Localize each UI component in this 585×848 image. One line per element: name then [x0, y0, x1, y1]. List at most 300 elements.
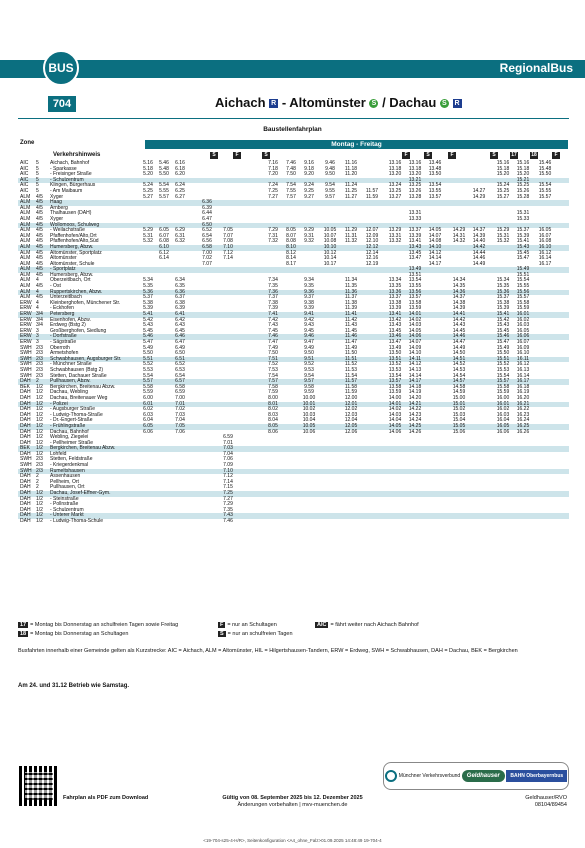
departure-time: 9.58: [304, 383, 314, 390]
zone-abbreviation: DAH: [20, 422, 31, 429]
departure-time: 11.31: [344, 232, 358, 239]
departure-time: 14.57: [452, 378, 466, 385]
departure-time: 14.12: [408, 361, 422, 368]
departure-time: 14.42: [452, 316, 466, 323]
departure-time: 9.50: [304, 350, 314, 357]
departure-time: 5.46: [143, 333, 153, 340]
departure-time: 6.59: [175, 389, 185, 396]
zone-number: 5: [36, 176, 39, 183]
departure-time: 16.22: [516, 406, 530, 413]
departure-time: 13.51: [408, 271, 422, 278]
departure-time: 15.34: [496, 277, 510, 284]
departure-time: 6.54: [202, 232, 212, 239]
departure-time: 7.58: [268, 383, 278, 390]
departure-time: 6.52: [202, 227, 212, 234]
departure-time: 15.54: [496, 372, 510, 379]
stop-name: Eisenhofen, Abzw.: [50, 316, 91, 323]
validity-info: [0, 795, 585, 809]
zone-number: 2/3: [36, 366, 43, 373]
departure-time: 14.27: [472, 187, 486, 194]
zone-number: 4/5: [36, 255, 43, 262]
regional-train-icon: R: [454, 100, 460, 108]
column-marker: S: [210, 152, 218, 159]
footnote-18: 18 = Montag bis Donnerstag an Schultagen: [20, 631, 129, 637]
stop-name: - Augsburger Straße: [50, 406, 96, 413]
departure-time: 10.05: [302, 422, 316, 429]
departure-time: 14.32: [452, 238, 466, 245]
zone-abbreviation: DAH: [20, 428, 31, 435]
departure-time: 14.17: [428, 260, 442, 267]
departure-time: 5.52: [143, 361, 153, 368]
technical-footer: <19-704-s25-4-H/R>, Seitenkonfiguration <A4_ohne_Falz>01.09.2025 14:48:49 19-704-4: [203, 838, 382, 843]
zone-abbreviation: DAH: [20, 394, 31, 401]
zone-abbreviation: AIC: [20, 187, 29, 194]
zone-number: 2/3: [36, 361, 43, 368]
departure-time: 6.08: [159, 238, 169, 245]
departure-time: 12.12: [365, 243, 379, 250]
bahn-logo: BAHN Oberbayernbus: [506, 770, 567, 782]
departure-time: 13.49: [388, 344, 402, 351]
zone-abbreviation: ERW: [20, 305, 32, 312]
mvv-logo: Münchner Verkehrsverbund: [385, 770, 460, 782]
departure-time: 7.06: [223, 456, 233, 463]
departure-time: 7.43: [223, 512, 233, 519]
departure-time: 12.00: [344, 394, 358, 401]
stop-name: - Steinstraße: [50, 495, 79, 502]
departure-time: 14.51: [452, 355, 466, 362]
stop-name: Oberroth: [50, 344, 70, 351]
departure-time: 8.06: [268, 428, 278, 435]
zone-number: 1/2: [36, 445, 43, 452]
departure-time: 15.38: [496, 299, 510, 306]
departure-time: 14.34: [452, 277, 466, 284]
stop-name: Thalhausen (DAH): [50, 210, 92, 217]
zone-number: 1/2: [36, 490, 43, 497]
zone-abbreviation: ALM: [20, 232, 31, 239]
stop-name: Petersberg: [50, 311, 75, 318]
departure-time: 10.02: [302, 406, 316, 413]
departure-time: 15.51: [496, 355, 510, 362]
departure-time: 13.31: [388, 232, 402, 239]
route-destination: / Dachau: [382, 95, 440, 110]
departure-time: 13.50: [388, 350, 402, 357]
departure-time: 14.44: [472, 249, 486, 256]
departure-time: 5.55: [159, 187, 169, 194]
departure-time: 6.16: [175, 160, 185, 166]
zone-abbreviation: ALM: [20, 204, 31, 211]
departure-time: 13.45: [408, 249, 422, 256]
operator-phone: 08104/89454: [534, 802, 567, 808]
departure-time: 13.41: [388, 311, 402, 318]
departure-time: 9.43: [304, 322, 314, 329]
departure-time: 14.01: [408, 311, 422, 318]
departure-time: 7.52: [268, 361, 278, 368]
departure-time: 8.03: [268, 411, 278, 418]
stop-name: - Dorfstraße: [50, 333, 77, 340]
departure-time: 8.05: [268, 422, 278, 429]
departure-time: 16.07: [538, 232, 552, 239]
partner-logos: [383, 762, 569, 790]
departure-time: 9.49: [304, 344, 314, 351]
departure-time: 16.08: [538, 238, 552, 245]
departure-time: 10.07: [323, 232, 337, 239]
departure-time: 14.22: [408, 406, 422, 413]
departure-time: 6.57: [175, 378, 185, 385]
zone-number: 1/2: [36, 400, 43, 407]
departure-time: 14.45: [452, 327, 466, 334]
operator-name: Geldhauser/RVO: [525, 795, 567, 801]
stop-name: Arnberg: [50, 204, 68, 211]
departure-time: 15.03: [452, 411, 466, 418]
departure-time: 8.05: [286, 227, 296, 234]
departure-time: 6.06: [143, 428, 153, 435]
departure-time: 11.47: [344, 339, 358, 345]
zone-number: 4/5: [36, 294, 43, 301]
departure-time: 7.57: [286, 193, 296, 200]
stop-name: Ruppertskirchen, Abzw.: [50, 288, 103, 295]
departure-time: 9.42: [304, 316, 314, 323]
departure-time: 15.37: [516, 227, 530, 234]
departure-time: 8.14: [286, 255, 296, 262]
departure-time: 14.26: [408, 428, 422, 435]
zone-abbreviation: DAH: [20, 473, 31, 480]
zone-abbreviation: ALM: [20, 255, 31, 262]
departure-time: 14.11: [408, 355, 422, 362]
stop-name: Pullhausen, Abzw.: [50, 378, 91, 385]
departure-time: 7.41: [268, 311, 278, 318]
departure-time: 9.24: [304, 182, 314, 189]
departure-time: 7.29: [223, 501, 233, 508]
departure-time: 16.09: [516, 344, 530, 351]
departure-time: 13.54: [408, 277, 422, 284]
departure-time: 14.14: [428, 255, 442, 262]
departure-time: 16.01: [516, 311, 530, 318]
departure-time: 14.10: [408, 350, 422, 357]
departure-time: 7.09: [223, 462, 233, 469]
departure-time: 14.43: [452, 322, 466, 329]
departure-time: 6.47: [202, 215, 212, 222]
departure-time: 14.05: [428, 227, 442, 234]
zone-abbreviation: DAH: [20, 389, 31, 396]
departure-time: 14.46: [452, 333, 466, 340]
departure-time: 5.57: [159, 193, 169, 200]
departure-time: 12.14: [365, 249, 379, 256]
departure-time: 5.39: [143, 305, 153, 312]
stop-name: Dachau, Breitenauer Weg: [50, 394, 108, 401]
departure-time: 11.46: [344, 333, 358, 340]
stop-name: Oberzeitlbach, Ort: [50, 277, 91, 284]
departure-time: 14.39: [452, 305, 466, 312]
column-marker: F: [402, 152, 410, 159]
zone-number: 2/3: [36, 355, 43, 362]
departure-time: 5.18: [143, 165, 153, 172]
departure-time: 14.05: [408, 327, 422, 334]
departure-time: 15.54: [538, 182, 552, 189]
departure-time: 14.18: [408, 383, 422, 390]
departure-time: 13.55: [428, 187, 442, 194]
departure-time: 9.37: [304, 294, 314, 301]
zone-number: 4/5: [36, 260, 43, 267]
zone-number: 5: [36, 171, 39, 178]
departure-time: 7.03: [223, 445, 233, 452]
departure-time: 6.01: [143, 400, 153, 407]
departure-time: 9.46: [325, 160, 335, 166]
departure-time: 16.05: [538, 227, 552, 234]
zone-abbreviation: DAH: [20, 406, 31, 413]
stop-name: Lohfeld: [50, 450, 67, 457]
zone-abbreviation: ERW: [20, 339, 32, 345]
departure-time: 15.56: [516, 288, 530, 295]
departure-time: 16.00: [496, 394, 510, 401]
departure-time: 15.58: [516, 299, 530, 306]
departure-time: 5.24: [143, 182, 153, 189]
departure-time: 6.10: [159, 243, 169, 250]
departure-time: 10.04: [302, 417, 316, 424]
departure-time: 16.07: [516, 339, 530, 345]
departure-time: 6.31: [175, 232, 185, 239]
departure-time: 11.51: [344, 355, 358, 362]
departure-time: 14.38: [452, 299, 466, 306]
zone-number: 2: [36, 378, 39, 385]
departure-time: 15.31: [496, 232, 510, 239]
departure-time: 9.51: [304, 355, 314, 362]
departure-time: 5.31: [143, 232, 153, 239]
zone-number: 1/2: [36, 450, 43, 457]
zone-number: 4: [36, 277, 39, 284]
zone-number: 4/5: [36, 271, 43, 278]
column-marker: F: [233, 152, 241, 159]
departure-time: 13.20: [408, 171, 422, 178]
route-middle: - Altomünster: [278, 95, 370, 110]
departure-time: 7.25: [268, 187, 278, 194]
departure-time: 15.53: [496, 366, 510, 373]
departure-time: 16.02: [516, 316, 530, 323]
departure-time: 5.54: [143, 372, 153, 379]
stop-name: - Ludwig-Thoma-Schule: [50, 518, 104, 524]
departure-time: 14.42: [472, 243, 486, 250]
departure-time: 15.57: [538, 193, 552, 200]
footnote-aic: AIC = fährt weiter nach Aichach Bahnhof: [317, 622, 419, 628]
departure-time: 13.36: [388, 288, 402, 295]
departure-time: 5.32: [143, 238, 153, 245]
departure-time: 7.57: [268, 378, 278, 385]
departure-time: 14.07: [428, 232, 442, 239]
departure-time: 7.38: [268, 299, 278, 306]
departure-time: 9.31: [304, 232, 314, 239]
zone-abbreviation: ALM: [20, 210, 31, 217]
zone-abbreviation: ALM: [20, 249, 31, 256]
zone-abbreviation: ALM: [20, 221, 31, 228]
departure-time: 6.42: [175, 316, 185, 323]
departure-time: 14.21: [408, 400, 422, 407]
departure-time: 10.00: [302, 394, 316, 401]
departure-time: 9.47: [304, 339, 314, 345]
departure-time: 15.47: [496, 339, 510, 345]
departure-time: 13.58: [388, 383, 402, 390]
departure-time: 11.25: [344, 187, 358, 194]
departure-time: 15.58: [496, 383, 510, 390]
departure-time: 14.25: [408, 422, 422, 429]
zone-number: 4: [36, 305, 39, 312]
departure-time: 13.18: [388, 165, 402, 172]
departure-time: 5.34: [143, 277, 153, 284]
departure-time: 13.43: [408, 243, 422, 250]
departure-time: 9.27: [304, 193, 314, 200]
departure-time: 9.48: [325, 165, 335, 172]
departure-time: 5.42: [143, 316, 153, 323]
departure-time: 15.33: [516, 215, 530, 222]
sbahn-icon: S: [369, 99, 378, 108]
zone-abbreviation: ALM: [20, 193, 31, 200]
departure-time: 16.06: [516, 333, 530, 340]
departure-time: 9.57: [304, 378, 314, 385]
departure-time: 14.35: [452, 283, 466, 290]
stop-name: Altomünster, Schule: [50, 260, 95, 267]
zone-number: 4: [36, 299, 39, 306]
departure-time: 14.46: [472, 255, 486, 262]
zone-abbreviation: ALM: [20, 227, 31, 234]
departure-time: 5.47: [143, 339, 153, 345]
bus-logo-icon: BUS: [43, 50, 79, 86]
departure-time: 6.07: [159, 232, 169, 239]
stop-name: Webling, Ziegelei: [50, 434, 89, 441]
departure-time: 16.26: [516, 428, 530, 435]
departure-time: 14.08: [428, 238, 442, 245]
departure-time: 14.41: [452, 311, 466, 318]
zone-number: 4/5: [36, 210, 43, 217]
timetable: [18, 161, 569, 525]
departure-time: 16.02: [496, 406, 510, 413]
departure-time: 5.57: [143, 378, 153, 385]
zone-abbreviation: ALM: [20, 294, 31, 301]
departure-time: 15.16: [516, 160, 530, 166]
column-marker: S: [424, 152, 432, 159]
departure-time: 7.05: [175, 422, 185, 429]
stop-name: Altomünster: [50, 255, 77, 262]
departure-time: 8.00: [268, 394, 278, 401]
departure-time: 13.38: [388, 299, 402, 306]
departure-time: 14.14: [408, 372, 422, 379]
departure-time: 12.19: [365, 260, 379, 267]
departure-time: 10.10: [323, 243, 337, 250]
route-origin: Aichach: [215, 95, 266, 110]
zone-number: 4/5: [36, 238, 43, 245]
departure-time: 14.24: [408, 417, 422, 424]
departure-time: 5.51: [143, 355, 153, 362]
departure-time: 7.10: [223, 467, 233, 474]
zone-number: 5: [36, 160, 39, 166]
departure-time: 7.02: [202, 255, 212, 262]
stop-name: Xyger: [50, 215, 64, 222]
departure-time: 6.38: [175, 299, 185, 306]
zone-abbreviation: AIC: [20, 182, 29, 189]
departure-time: 14.40: [472, 238, 486, 245]
departure-time: 14.52: [452, 361, 466, 368]
departure-time: 11.42: [344, 316, 358, 323]
departure-time: 14.05: [388, 422, 402, 429]
zone-number: 3/4: [36, 322, 43, 329]
stop-name: Bergkirchen, Breitenau Abzw.: [50, 383, 116, 390]
departure-time: 14.37: [472, 227, 486, 234]
zone-number: 5: [36, 165, 39, 172]
departure-time: 10.06: [302, 428, 316, 435]
zone-number: 1/2: [36, 518, 43, 524]
zone-abbreviation: AIC: [20, 176, 29, 183]
departure-time: 14.01: [388, 400, 402, 407]
zone-abbreviation: SWH: [20, 467, 32, 474]
zone-abbreviation: ERW: [20, 327, 32, 334]
route-title: [215, 95, 462, 110]
departure-time: 6.05: [159, 227, 169, 234]
departure-time: 15.41: [496, 311, 510, 318]
departure-time: 9.32: [304, 238, 314, 245]
departure-time: 6.50: [202, 221, 212, 228]
departure-time: 13.49: [408, 266, 422, 273]
departure-time: 11.29: [344, 227, 358, 234]
pdf-download-text: Fahrplan als PDF zum Download: [63, 795, 149, 801]
departure-time: 16.17: [538, 260, 552, 267]
departure-time: 11.53: [344, 366, 358, 373]
departure-time: 7.00: [175, 394, 185, 401]
departure-time: 11.27: [344, 193, 358, 200]
departure-time: 13.25: [408, 182, 422, 189]
departure-time: 10.08: [323, 238, 337, 245]
stop-name: Unterzeitlbach: [50, 294, 82, 301]
departure-time: 15.37: [496, 294, 510, 301]
departure-time: 15.47: [516, 255, 530, 262]
departure-time: 13.46: [388, 333, 402, 340]
departure-time: 6.39: [175, 305, 185, 312]
departure-time: 16.05: [516, 327, 530, 334]
departure-time: 14.20: [408, 394, 422, 401]
stop-name: Armetshofen: [50, 350, 79, 357]
departure-time: 13.29: [388, 227, 402, 234]
stop-name: Stetten, Dachauer Straße: [50, 372, 107, 379]
departure-time: 16.03: [496, 411, 510, 418]
departure-time: 13.48: [428, 165, 442, 172]
zone-number: 4/5: [36, 199, 43, 206]
departure-time: 8.08: [286, 238, 296, 245]
stop-name: Pullhausen, Ort: [50, 484, 85, 491]
departure-time: 14.58: [452, 383, 466, 390]
zone-number: 2/3: [36, 350, 43, 357]
zone-number: 4/5: [36, 227, 43, 234]
departure-time: 15.27: [496, 193, 510, 200]
departure-time: 6.54: [175, 372, 185, 379]
departure-time: 16.17: [516, 378, 530, 385]
stop-name: - Sparkasse: [50, 165, 77, 172]
departure-time: 11.52: [344, 361, 358, 368]
departure-time: 15.43: [516, 243, 530, 250]
departure-time: 8.17: [286, 260, 296, 267]
departure-time: 14.12: [428, 249, 442, 256]
departure-time: 15.45: [496, 327, 510, 334]
departure-time: 8.12: [286, 249, 296, 256]
zone-number: 2: [36, 473, 39, 480]
departure-time: 16.11: [516, 355, 530, 362]
departure-time: 16.06: [496, 428, 510, 435]
stop-name: Erdweg (Bstg 2): [50, 322, 86, 329]
zone-number: 2: [36, 484, 39, 491]
departure-time: 6.53: [175, 366, 185, 373]
stop-name: Klingen, Bürgerhaus: [50, 182, 96, 189]
departure-time: 7.27: [223, 495, 233, 502]
zone-number: 1/2: [36, 417, 43, 424]
departure-time: 7.35: [223, 506, 233, 513]
zone-number: 3/4: [36, 311, 43, 318]
stop-name: Schwabhausen (Bstg 2): [50, 366, 104, 373]
departure-time: 13.37: [388, 294, 402, 301]
